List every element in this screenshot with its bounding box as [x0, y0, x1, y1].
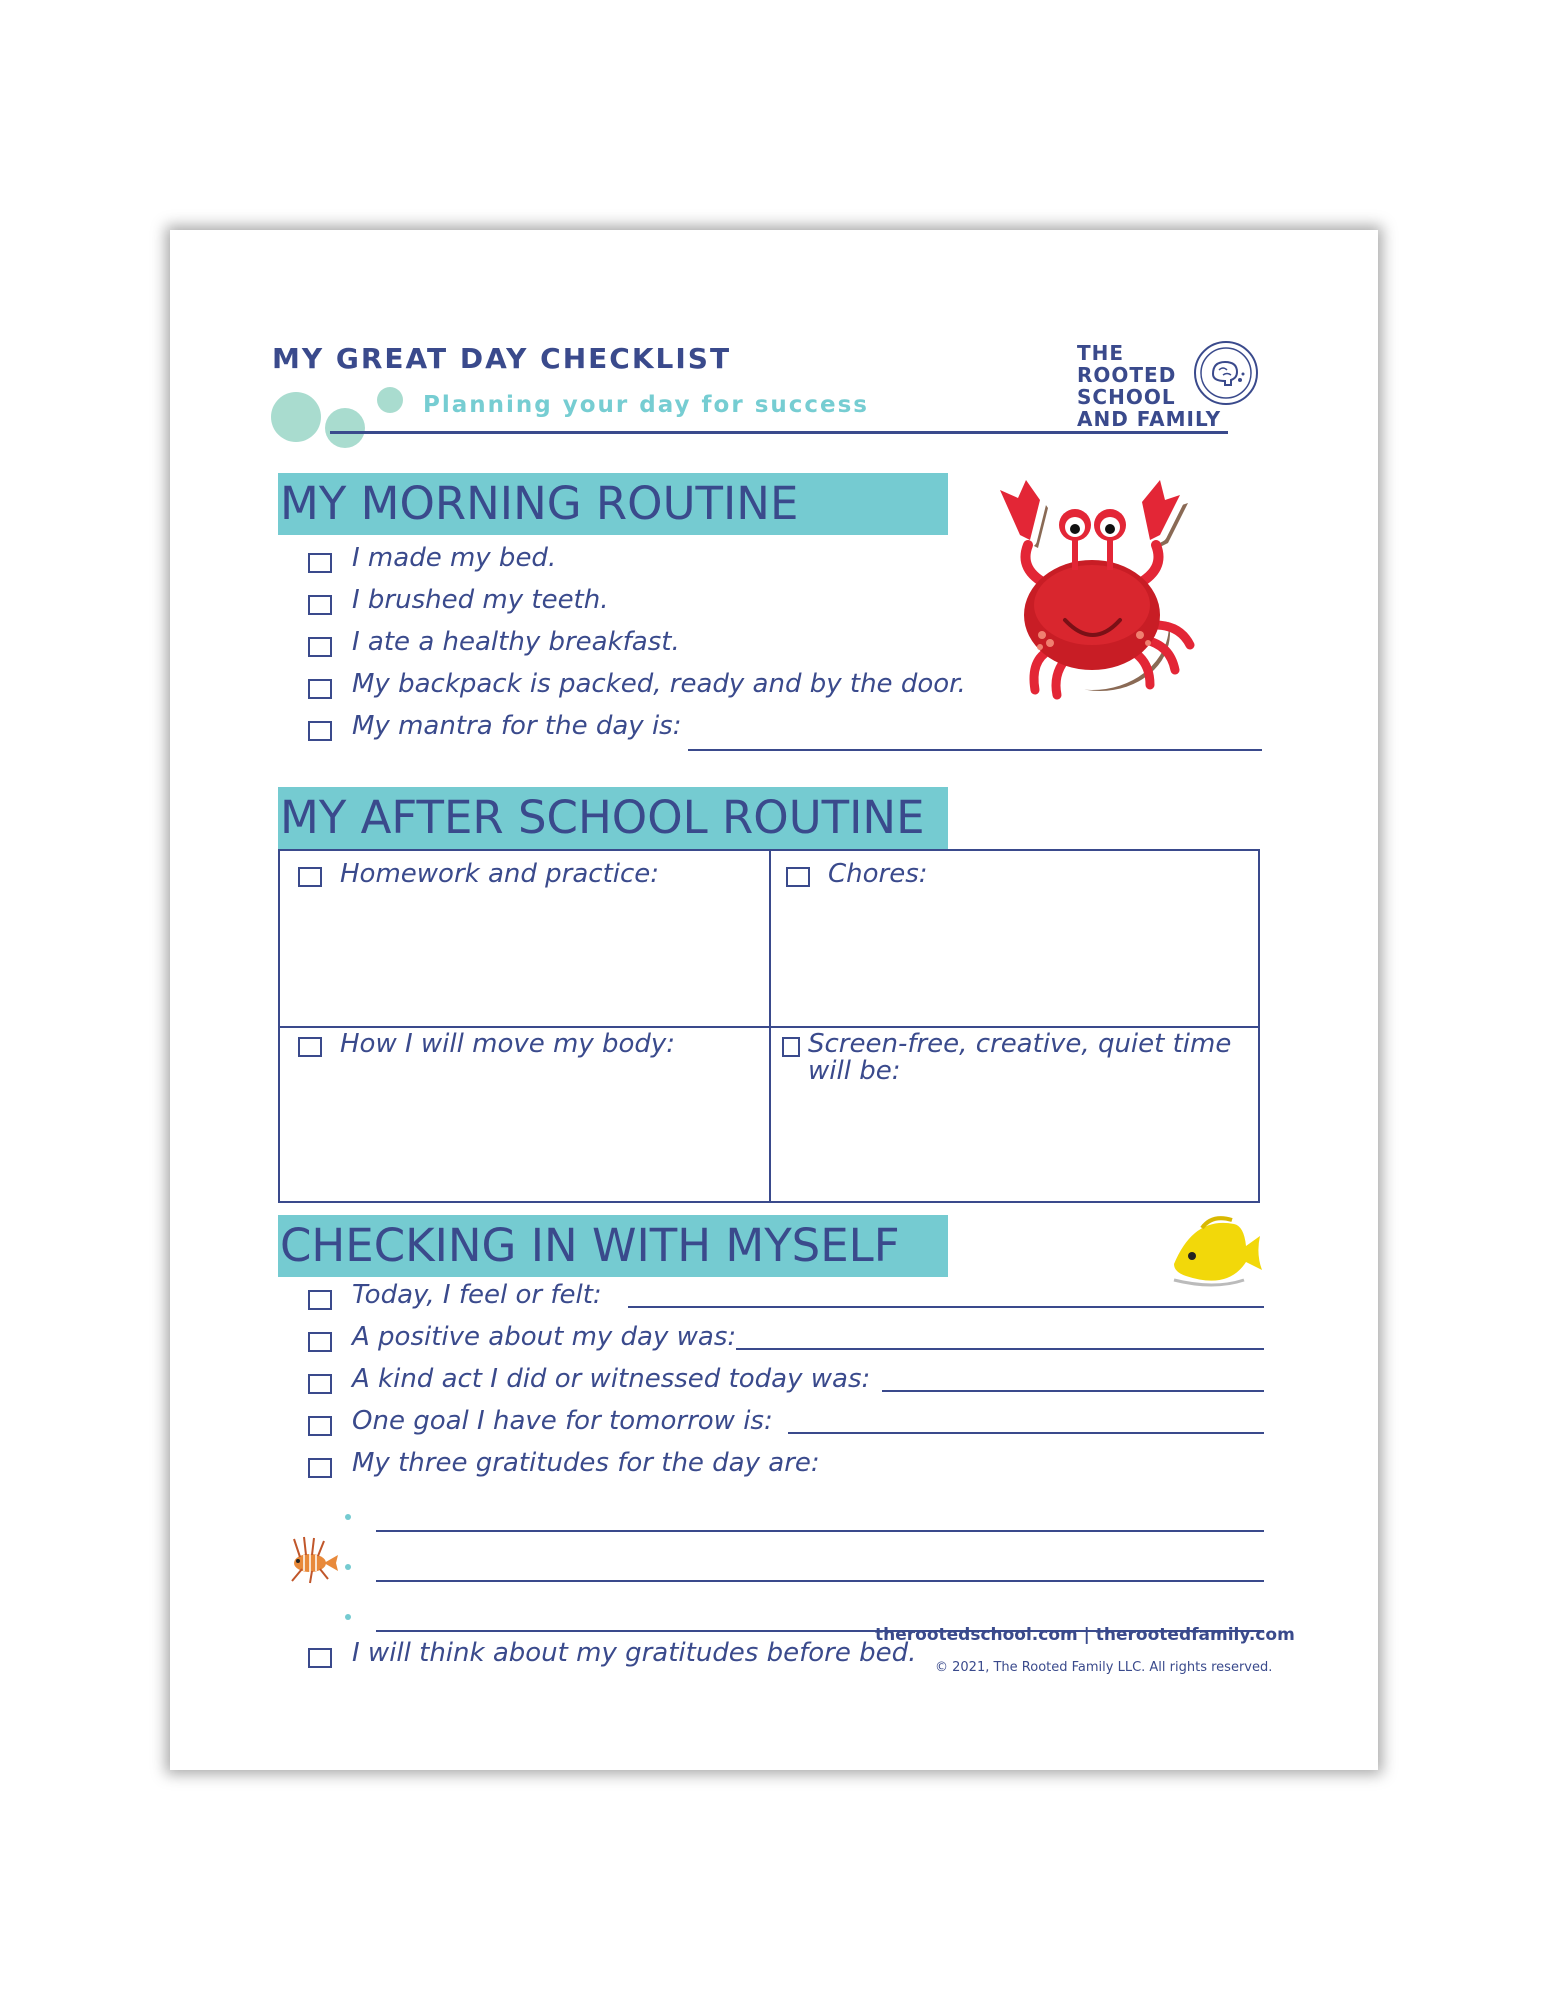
- checkin-checkbox[interactable]: [308, 1374, 332, 1394]
- brand-line: THE: [1077, 341, 1125, 365]
- bubble-small-decoration: [377, 387, 403, 413]
- brand-line: ROOTED: [1077, 363, 1177, 387]
- checkin-checkbox[interactable]: [308, 1648, 332, 1668]
- bubble-large-decoration: [271, 392, 321, 442]
- copyright: © 2021, The Rooted Family LLC. All rights reserved.: [935, 1660, 1273, 1675]
- checkin-checkbox[interactable]: [308, 1290, 332, 1310]
- morning-item: I ate a healthy breakfast.: [352, 627, 680, 657]
- checkin-checkbox[interactable]: [308, 1332, 332, 1352]
- checklist-sheet: [170, 230, 1378, 1770]
- brain-circle-icon: [1193, 340, 1259, 406]
- after-school-grid: [278, 849, 1260, 1203]
- after-school-heading: MY AFTER SCHOOL ROUTINE: [278, 787, 948, 849]
- morning-checkbox[interactable]: [308, 679, 332, 699]
- after-school-checkbox[interactable]: [298, 1037, 322, 1057]
- after-school-cell-label: How I will move my body:: [340, 1029, 676, 1059]
- brand-line: SCHOOL: [1077, 385, 1176, 409]
- footer-links[interactable]: therootedschool.com | therootedfamily.com: [875, 1625, 1295, 1645]
- morning-item: My backpack is packed, ready and by the door.: [352, 669, 966, 699]
- page-subtitle: Planning your day for success: [423, 392, 870, 418]
- gratitude-bullet: [345, 1564, 351, 1570]
- gratitude-bullet: [345, 1514, 351, 1520]
- checkin-checkbox[interactable]: [308, 1416, 332, 1436]
- checkin-item: One goal I have for tomorrow is:: [352, 1406, 773, 1436]
- morning-heading: MY MORNING ROUTINE: [278, 473, 948, 535]
- gratitude-write-line[interactable]: [376, 1530, 1264, 1532]
- bubble-medium-decoration: [325, 408, 365, 448]
- morning-checkbox[interactable]: [308, 595, 332, 615]
- checkin-item: My three gratitudes for the day are:: [352, 1448, 820, 1478]
- lionfish-icon: [280, 1535, 344, 1585]
- after-school-checkbox[interactable]: [298, 867, 322, 887]
- yellow-fish-icon: [1162, 1210, 1266, 1294]
- gratitude-bullet: [345, 1614, 351, 1620]
- after-school-cell-label: Chores:: [828, 859, 928, 889]
- checkin-write-line[interactable]: [628, 1306, 1264, 1308]
- checkin-write-line[interactable]: [736, 1348, 1264, 1350]
- checkin-write-line[interactable]: [882, 1390, 1264, 1392]
- checkin-item: Today, I feel or felt:: [352, 1280, 602, 1310]
- morning-checkbox[interactable]: [308, 553, 332, 573]
- page-title: MY GREAT DAY CHECKLIST: [272, 342, 732, 375]
- after-school-cell-label: Screen-free, creative, quiet time will be:: [808, 1029, 1232, 1086]
- morning-checkbox[interactable]: [308, 637, 332, 657]
- header-rule: [330, 431, 1228, 434]
- after-school-checkbox[interactable]: [786, 867, 810, 887]
- morning-item: My mantra for the day is:: [352, 711, 682, 741]
- brand-line: AND FAMILY: [1077, 407, 1222, 431]
- after-school-cell-label: Homework and practice:: [340, 859, 660, 889]
- after-school-checkbox[interactable]: [782, 1037, 800, 1057]
- checkin-item: A kind act I did or witnessed today was:: [352, 1364, 871, 1394]
- morning-checkbox[interactable]: [308, 721, 332, 741]
- crab-icon: [980, 465, 1230, 715]
- morning-item: I brushed my teeth.: [352, 585, 609, 615]
- gratitude-write-line[interactable]: [376, 1580, 1264, 1582]
- mantra-write-line[interactable]: [688, 749, 1262, 751]
- checkin-checkbox[interactable]: [308, 1458, 332, 1478]
- checkin-write-line[interactable]: [788, 1432, 1264, 1434]
- checkin-heading: CHECKING IN WITH MYSELF: [278, 1215, 948, 1277]
- grid-divider-horizontal: [280, 1026, 1258, 1028]
- checkin-item: A positive about my day was:: [352, 1322, 737, 1352]
- final-item: I will think about my gratitudes before bed.: [352, 1638, 917, 1668]
- morning-item: I made my bed.: [352, 543, 557, 573]
